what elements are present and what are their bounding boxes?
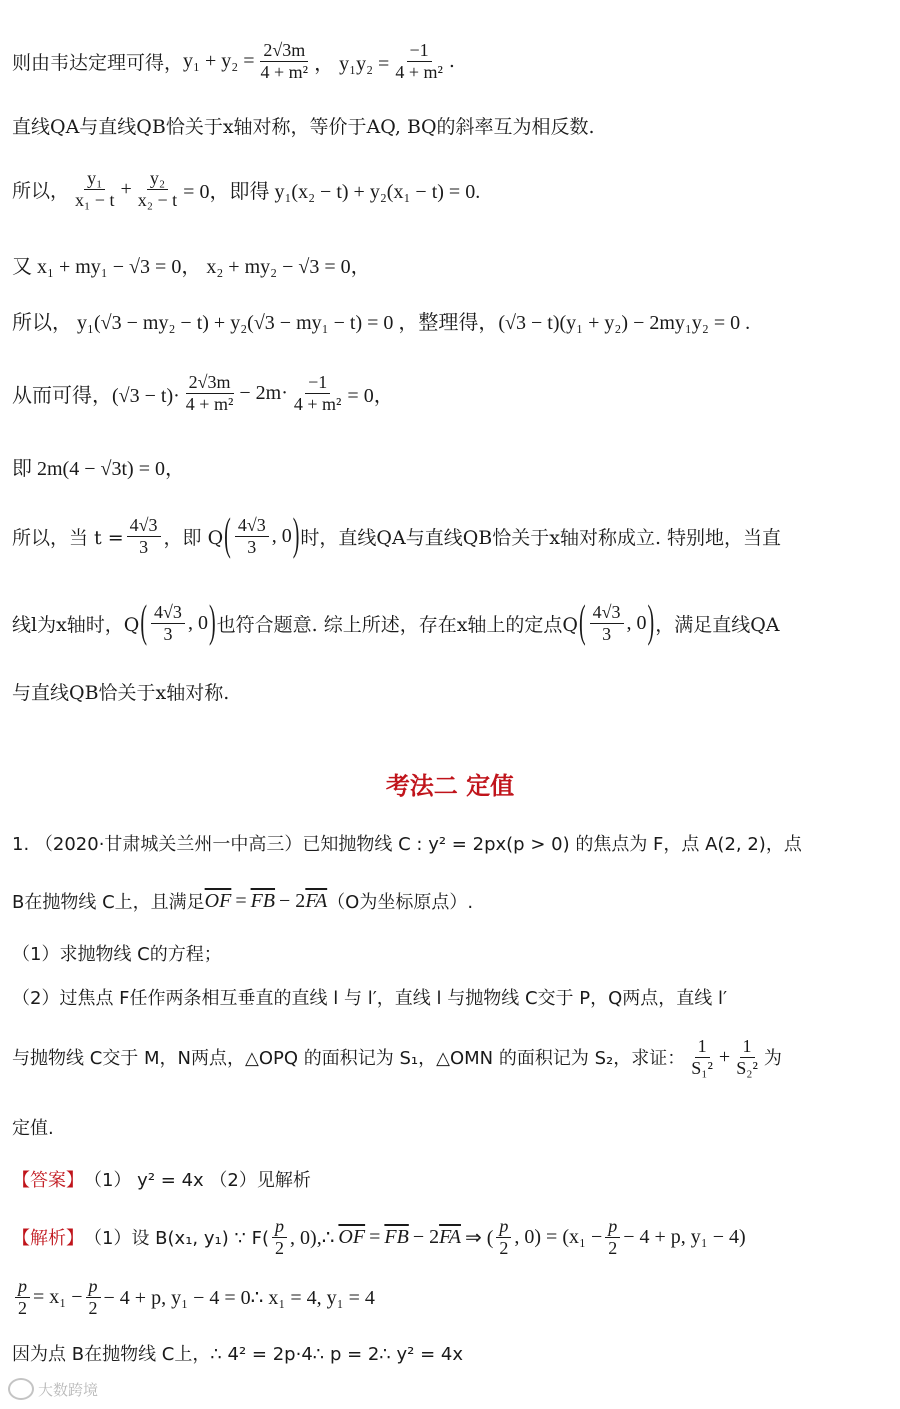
- section-heading: 考法二 定值: [385, 772, 515, 800]
- result-line: [12, 452, 185, 481]
- numerator: p: [605, 1216, 620, 1238]
- numerator: 2√3m: [260, 40, 308, 62]
- text-segment: （2）过焦点 F任作两条相互垂直的直线 l 与 l′，直线 l 与抛物线 C交于 P，Q两点，直线 l′: [12, 988, 728, 1009]
- conclusion-line-2: [12, 596, 780, 648]
- fraction: [605, 1216, 620, 1258]
- question-line-2: [12, 888, 473, 914]
- numerator: p: [15, 1276, 30, 1298]
- denominator: 2: [608, 1237, 618, 1258]
- denominator: 2: [499, 1237, 509, 1258]
- answer-line: [12, 1166, 311, 1192]
- math-segment: , 0: [187, 611, 208, 634]
- math-segment: ， y₁y₂ =: [314, 52, 390, 75]
- numerator: p: [272, 1216, 287, 1238]
- analysis-line-2: [12, 1276, 375, 1318]
- conclusion-line-1: [12, 509, 782, 561]
- math-segment: 又 x₁ + my₁ − √3 = 0， x₂ + my₂ − √3 = 0，: [12, 256, 371, 278]
- math-segment: +: [120, 177, 132, 200]
- line-equations: [12, 250, 371, 279]
- text-segment: （1）设 B(x₁, y₁) ∵ F(: [84, 1228, 270, 1250]
- brand-logo-icon: [8, 1378, 34, 1400]
- denominator: 4 + m²: [293, 393, 342, 414]
- question-line-6: [12, 1114, 54, 1140]
- analysis-line-1: [12, 1216, 746, 1258]
- answer-tag: 【答案】: [12, 1170, 84, 1191]
- denominator: 4 + m²: [395, 61, 443, 82]
- fraction: [72, 168, 117, 210]
- text-segment: 所以，当 t =: [12, 526, 124, 549]
- text-segment: （1）求抛物线 C的方程；: [12, 944, 222, 965]
- math-segment: , 0: [626, 611, 647, 634]
- numerator: 4√3: [235, 515, 269, 537]
- fraction: [127, 515, 161, 557]
- text-segment: 直线QA与直线QB恰关于x轴对称，等价于AQ, BQ的斜率互为相反数.: [12, 116, 595, 138]
- vector-of: $\overline{OF}$: [338, 1225, 366, 1248]
- numerator: 1: [695, 1036, 710, 1058]
- math-segment: 即 2m(4 − √3t) = 0，: [12, 458, 185, 480]
- math-segment: = 0，即得 y₁(x₂ − t) + y₂(x₁ − t) = 0.: [183, 180, 481, 203]
- text-segment: 所以，: [12, 179, 70, 202]
- denominator: 3: [163, 623, 173, 644]
- right-paren: ): [208, 596, 216, 648]
- fraction: [15, 1276, 30, 1318]
- fraction: [183, 372, 237, 414]
- denominator: 3: [247, 536, 257, 557]
- fraction: [688, 1036, 716, 1078]
- denominator: 2: [88, 1297, 98, 1318]
- math-segment: − 4 + p, y₁ − 4 = 0∴ x₁ = 4, y₁ = 4: [103, 1286, 375, 1309]
- math-segment: 从而可得，(√3 − t)·: [12, 384, 180, 407]
- math-segment: = x₁ −: [33, 1285, 83, 1308]
- question-part-2: [12, 984, 727, 1010]
- watermark: [8, 1378, 98, 1400]
- denominator: 4 + m²: [260, 61, 309, 82]
- denominator: 4 + m²: [185, 393, 234, 414]
- text-segment: 因为点 B在抛物线 C上，∴ 4² = 2p·4∴ p = 2∴ y² = 4x: [12, 1344, 464, 1365]
- analysis-line-3: [12, 1340, 463, 1366]
- math-segment: , 0) = (x₁ −: [514, 1225, 603, 1248]
- text-segment: 定值.: [12, 1118, 54, 1139]
- vector-fb: $\overline{FB}$: [250, 889, 276, 912]
- math-segment: − 2: [279, 889, 306, 912]
- fraction: [151, 602, 185, 644]
- fraction: [235, 515, 269, 557]
- math-segment: =: [235, 889, 247, 912]
- substitution-line: [12, 306, 750, 335]
- numerator: y₁: [84, 168, 105, 190]
- text-segment: 线l为x轴时，Q: [12, 613, 140, 636]
- text-segment: 与抛物线 C交于 M，N两点，△OPQ 的面积记为 S₁，△OMN 的面积记为 S₂，求证：: [12, 1048, 686, 1070]
- vector-fb: $\overline{FB}$: [384, 1225, 409, 1248]
- fraction: [272, 1216, 287, 1258]
- numerator: 1: [740, 1036, 755, 1058]
- denominator: 2: [275, 1237, 285, 1258]
- denominator: S₁²: [691, 1057, 713, 1078]
- numerator: 2√3m: [186, 372, 234, 394]
- text-segment: 为: [763, 1048, 782, 1070]
- analysis-tag: 【解析】: [12, 1228, 84, 1250]
- right-paren: ): [292, 509, 300, 561]
- numerator: −1: [407, 40, 432, 62]
- denominator: 2: [18, 1297, 27, 1318]
- text-segment: ，满足直线QA: [655, 613, 780, 636]
- vector-fa: $\overline{FA}$: [305, 889, 328, 912]
- numerator: 4√3: [127, 515, 161, 537]
- right-paren: ): [647, 596, 655, 648]
- math-segment: , 0: [271, 524, 292, 547]
- question-line-5: [12, 1036, 782, 1078]
- math-segment: y₁ + y₂ =: [183, 49, 255, 72]
- numerator: 4√3: [590, 602, 624, 624]
- numerator: y₂: [147, 168, 168, 190]
- math-segment: ⇒ (: [464, 1226, 494, 1249]
- math-segment: − 2m·: [239, 381, 288, 404]
- fraction: [291, 372, 345, 414]
- numerator: 4√3: [151, 602, 185, 624]
- math-segment: − 2: [412, 1225, 440, 1248]
- math-segment: 所以， y₁(√3 − my₂ − t) + y₂(√3 − my₁ − t) = 0 ，整理得，(√3 − t)(y₁ + y₂) − 2my₁y₂ = 0 .: [12, 312, 751, 334]
- text-segment: ，即 Q: [163, 526, 224, 549]
- vector-of: $\overline{OF}$: [204, 889, 232, 912]
- denominator: x₂ − t: [137, 189, 178, 210]
- math-segment: , 0),∴: [290, 1226, 335, 1249]
- text-segment: 则由韦达定理可得，: [12, 51, 184, 74]
- math-segment: =: [369, 1225, 381, 1248]
- text-segment: 1. （2020·甘肃城关兰州一中高三）已知抛物线 C : y² = 2px(p > 0) 的焦点为 F，点 A(2, 2)，点: [12, 834, 802, 855]
- denominator: S₂²: [736, 1057, 758, 1078]
- math-segment: − 4 + p, y₁ − 4): [623, 1225, 746, 1248]
- watermark-text: 大数跨境: [38, 1380, 99, 1399]
- question-line-1: [12, 830, 802, 856]
- math-segment: +: [718, 1045, 731, 1068]
- text-segment: B在抛物线 C上，且满足: [12, 892, 205, 913]
- conclusion-line-3: [12, 678, 229, 705]
- denominator: 3: [139, 536, 149, 557]
- fraction: [733, 1036, 761, 1078]
- text-segment: 时，直线QA与直线QB恰关于x轴对称成立. 特别地，当直: [300, 526, 782, 549]
- denominator: 3: [602, 623, 612, 644]
- symmetry-line: [12, 112, 595, 139]
- derive-line: [12, 372, 394, 414]
- answer-text: （1） y² = 4x （2）见解析: [84, 1170, 311, 1191]
- fraction: [392, 40, 446, 82]
- text-segment: .: [448, 50, 455, 73]
- denominator: x₁ − t: [75, 189, 115, 210]
- fraction: [135, 168, 180, 210]
- numerator: −1: [305, 372, 330, 394]
- vieta-line: [12, 40, 455, 82]
- left-paren: (: [578, 596, 586, 648]
- fraction: [86, 1276, 101, 1318]
- text-segment: （O为坐标原点）.: [327, 892, 474, 913]
- text-segment: 与直线QB恰关于x轴对称.: [12, 682, 230, 704]
- question-part-1: [12, 940, 222, 966]
- math-segment: = 0，: [347, 384, 394, 407]
- fraction: [258, 40, 312, 82]
- left-paren: (: [224, 509, 231, 561]
- vector-fa: $\overline{FA}$: [439, 1225, 461, 1248]
- fraction: [496, 1216, 511, 1258]
- fraction: [590, 602, 624, 644]
- slope-sum-line: [12, 168, 480, 210]
- numerator: p: [496, 1216, 511, 1238]
- numerator: p: [86, 1276, 101, 1298]
- text-segment: 也符合题意. 综上所述，存在x轴上的定点Q: [216, 613, 578, 636]
- left-paren: (: [140, 596, 148, 648]
